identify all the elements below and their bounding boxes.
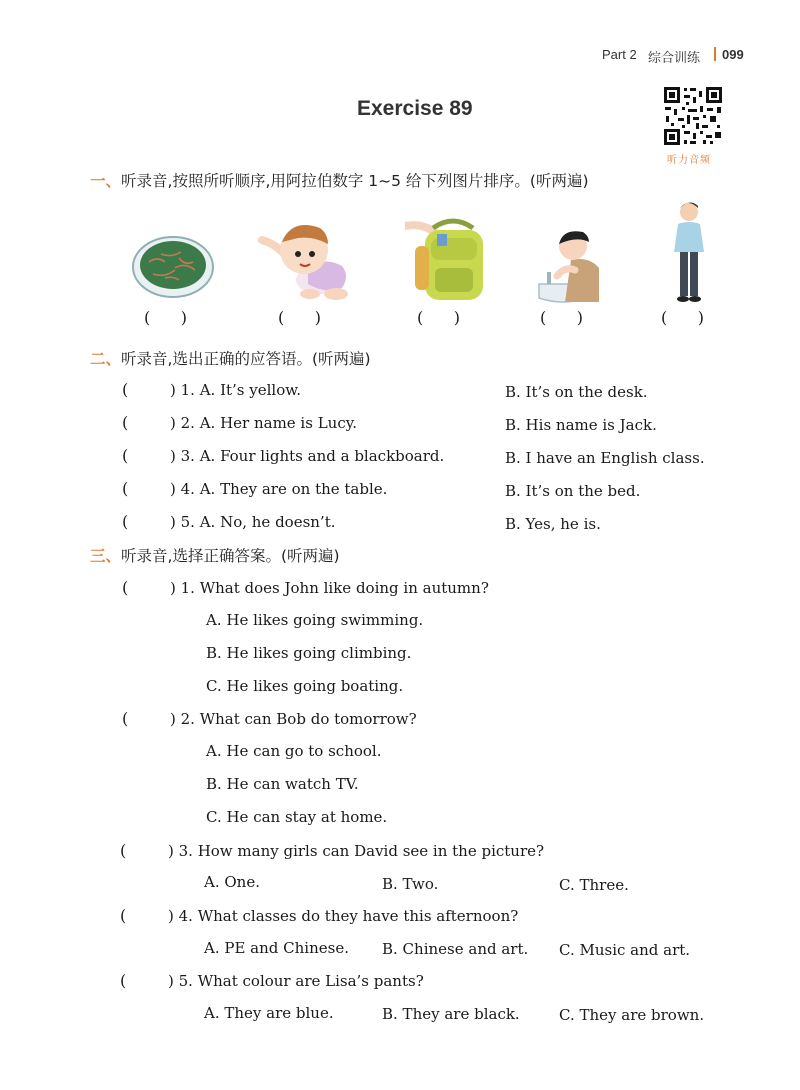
answer-bracket-2[interactable]: ( ) xyxy=(278,308,321,327)
answer-bracket-5[interactable]: ( ) xyxy=(661,308,704,327)
answer-bracket-1[interactable]: ( ) xyxy=(144,308,187,327)
answer-paren[interactable]: ( xyxy=(122,709,129,728)
answer-paren[interactable]: ( xyxy=(122,446,129,465)
s2-item-1-option-b: B. It’s on the desk. xyxy=(505,383,648,401)
s3-question-3: ) 3. How many girls can David see in the picture? xyxy=(168,842,545,860)
section-3-instruction: 听录音,选择正确答案。(听两遍) xyxy=(121,547,340,565)
s3-q4-option-c: C. Music and art. xyxy=(559,941,691,959)
answer-paren[interactable]: ( xyxy=(120,841,127,860)
s2-item-1: ) 1. A. It’s yellow. xyxy=(170,381,302,399)
s3-q2-option-c: C. He can stay at home. xyxy=(206,808,388,826)
section-2-instruction: 听录音,选出正确的应答语。(听两遍) xyxy=(121,350,371,368)
s3-q2-option-b: B. He can watch TV. xyxy=(206,775,359,793)
s3-q3-option-a: A. One. xyxy=(204,873,260,891)
answer-bracket-3[interactable]: ( ) xyxy=(417,308,460,327)
s3-question-2: ) 2. What can Bob do tomorrow? xyxy=(170,710,417,728)
answer-paren[interactable]: ( xyxy=(122,380,129,399)
s3-question-4: ) 4. What classes do they have this afternoon? xyxy=(168,907,519,925)
section-1-number: 一、 xyxy=(90,172,122,190)
s3-q2-option-a: A. He can go to school. xyxy=(206,742,382,760)
s2-item-3-option-b: B. I have an English class. xyxy=(505,449,705,467)
s3-q3-option-c: C. Three. xyxy=(559,876,629,894)
page-number: 099 xyxy=(722,47,744,62)
s3-q5-option-c: C. They are brown. xyxy=(559,1006,705,1024)
answer-paren[interactable]: ( xyxy=(122,413,129,432)
standing-man-picture xyxy=(672,200,706,304)
s3-q3-option-b: B. Two. xyxy=(382,875,439,893)
s2-item-5-option-b: B. Yes, he is. xyxy=(505,515,601,533)
s3-q4-option-b: B. Chinese and art. xyxy=(382,940,529,958)
school-bag-picture xyxy=(405,216,491,302)
s3-question-1: ) 1. What does John like doing in autumn? xyxy=(170,579,489,597)
s3-q5-option-a: A. They are blue. xyxy=(204,1004,334,1022)
section-2-number: 二、 xyxy=(90,350,122,368)
s2-item-4: ) 4. A. They are on the table. xyxy=(170,480,388,498)
s2-item-3: ) 3. A. Four lights and a blackboard. xyxy=(170,447,445,465)
answer-bracket-4[interactable]: ( ) xyxy=(540,308,583,327)
crawling-baby-picture xyxy=(258,210,356,302)
header-section: 综合训练 xyxy=(648,50,701,65)
s3-q1-option-c: C. He likes going boating. xyxy=(206,677,404,695)
s3-q1-option-b: B. He likes going climbing. xyxy=(206,644,412,662)
s2-item-2: ) 2. A. Her name is Lucy. xyxy=(170,414,357,432)
answer-paren[interactable]: ( xyxy=(122,512,129,531)
header-part: Part 2 xyxy=(602,47,637,62)
boy-washing-hands-picture xyxy=(537,228,605,304)
s3-q5-option-b: B. They are black. xyxy=(382,1005,520,1023)
s3-question-5: ) 5. What colour are Lisa’s pants? xyxy=(168,972,424,990)
s3-q1-option-a: A. He likes going swimming. xyxy=(206,611,424,629)
answer-paren[interactable]: ( xyxy=(122,479,129,498)
noodles-bowl-picture xyxy=(131,232,215,300)
page-title: Exercise 89 xyxy=(357,97,473,120)
section-2-heading xyxy=(90,347,371,369)
s2-item-2-option-b: B. His name is Jack. xyxy=(505,416,657,434)
s2-item-4-option-b: B. It’s on the bed. xyxy=(505,482,641,500)
answer-paren[interactable]: ( xyxy=(120,971,127,990)
answer-paren[interactable]: ( xyxy=(122,578,129,597)
qr-label: 听力音频 xyxy=(667,155,711,166)
section-3-heading xyxy=(90,544,340,566)
answer-paren[interactable]: ( xyxy=(120,906,127,925)
header-divider xyxy=(714,47,716,61)
section-3-number: 三、 xyxy=(90,547,122,565)
s2-item-5: ) 5. A. No, he doesn’t. xyxy=(170,513,336,531)
s3-q4-option-a: A. PE and Chinese. xyxy=(204,939,349,957)
section-1-instruction: 听录音,按照所听顺序,用阿拉伯数字 1~5 给下列图片排序。(听两遍) xyxy=(121,172,589,190)
qr-code-icon[interactable] xyxy=(662,85,724,147)
section-1-heading xyxy=(90,169,589,191)
